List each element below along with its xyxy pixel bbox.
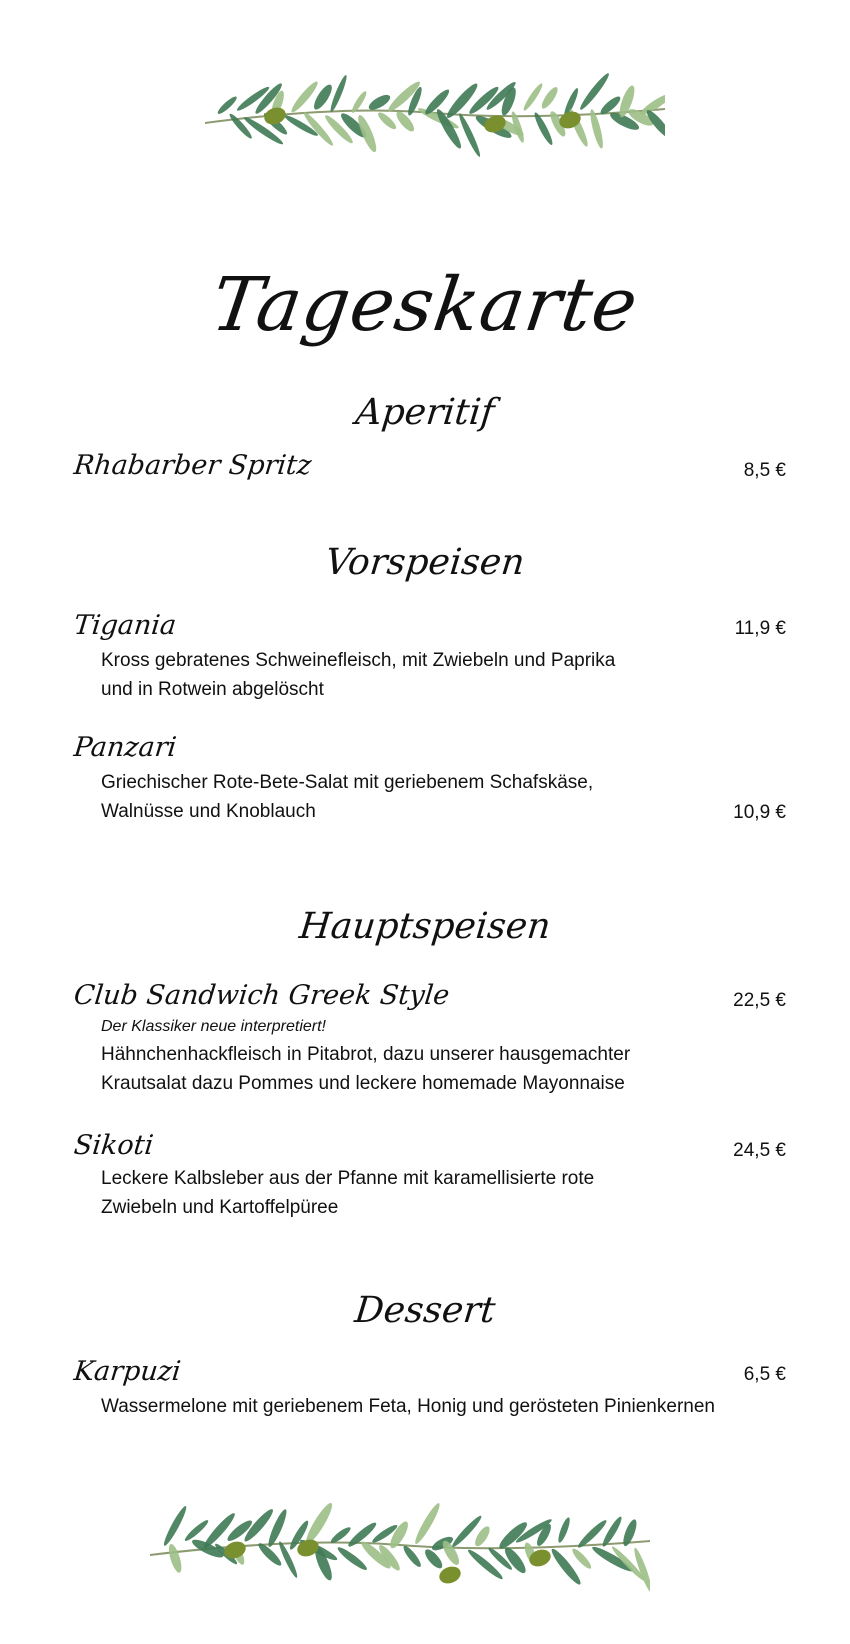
description-line: Kross gebratenes Schweinefleisch, mit Zwiebeln und Paprika (101, 650, 616, 671)
description-line: Leckere Kalbsleber aus der Pfanne mit karamellisierte rote (101, 1168, 595, 1189)
section-heading-aperitif: Aperitif (353, 392, 497, 433)
dish-price: 22,5 € (733, 990, 786, 1011)
description-line: Hähnchenhackfleisch in Pitabrot, dazu unserer hausgemachter (101, 1044, 631, 1065)
dish-description (101, 768, 593, 826)
olive-branch-icon (150, 1480, 650, 1610)
section-heading-dessert: Dessert (352, 1290, 498, 1331)
description-line: Wassermelone mit geriebenem Feta, Honig und gerösteten Pinienkernen (101, 1396, 715, 1417)
dish-price: 6,5 € (743, 1364, 786, 1385)
dish-name: Karpuzi (72, 1356, 183, 1387)
dish-name: Rhabarber Spritz (72, 450, 313, 481)
description-line: Walnüsse und Knoblauch (101, 801, 316, 822)
dish-description (101, 1040, 630, 1098)
dish-name: Tigania (72, 610, 178, 641)
description-line: und in Rotwein abgelöscht (101, 679, 324, 700)
dish-description (101, 1392, 715, 1421)
dish-price: 11,9 € (734, 618, 786, 639)
olive-branch-icon (205, 58, 665, 168)
dish-price: 8,5 € (743, 460, 786, 481)
dish-price: 24,5 € (733, 1140, 786, 1161)
dish-name: Panzari (72, 732, 178, 763)
dish-description (101, 646, 615, 704)
description-line: Griechischer Rote-Bete-Salat mit geriebenem Schafskäse, (101, 772, 594, 793)
description-line: Zwiebeln und Kartoffelpüree (101, 1197, 339, 1218)
section-heading-vorspeisen: Vorspeisen (323, 542, 527, 583)
dish-description (101, 1164, 594, 1222)
dish-name: Club Sandwich Greek Style (72, 980, 451, 1011)
dish-price: 10,9 € (733, 802, 786, 823)
page-title: Tageskarte (206, 262, 644, 348)
dish-name: Sikoti (72, 1130, 155, 1161)
dish-note: Der Klassiker neue interpretiert! (101, 1018, 326, 1035)
description-line: Krautsalat dazu Pommes und leckere homemade Mayonnaise (101, 1073, 625, 1094)
section-heading-hauptspeisen: Hauptspeisen (297, 906, 553, 947)
